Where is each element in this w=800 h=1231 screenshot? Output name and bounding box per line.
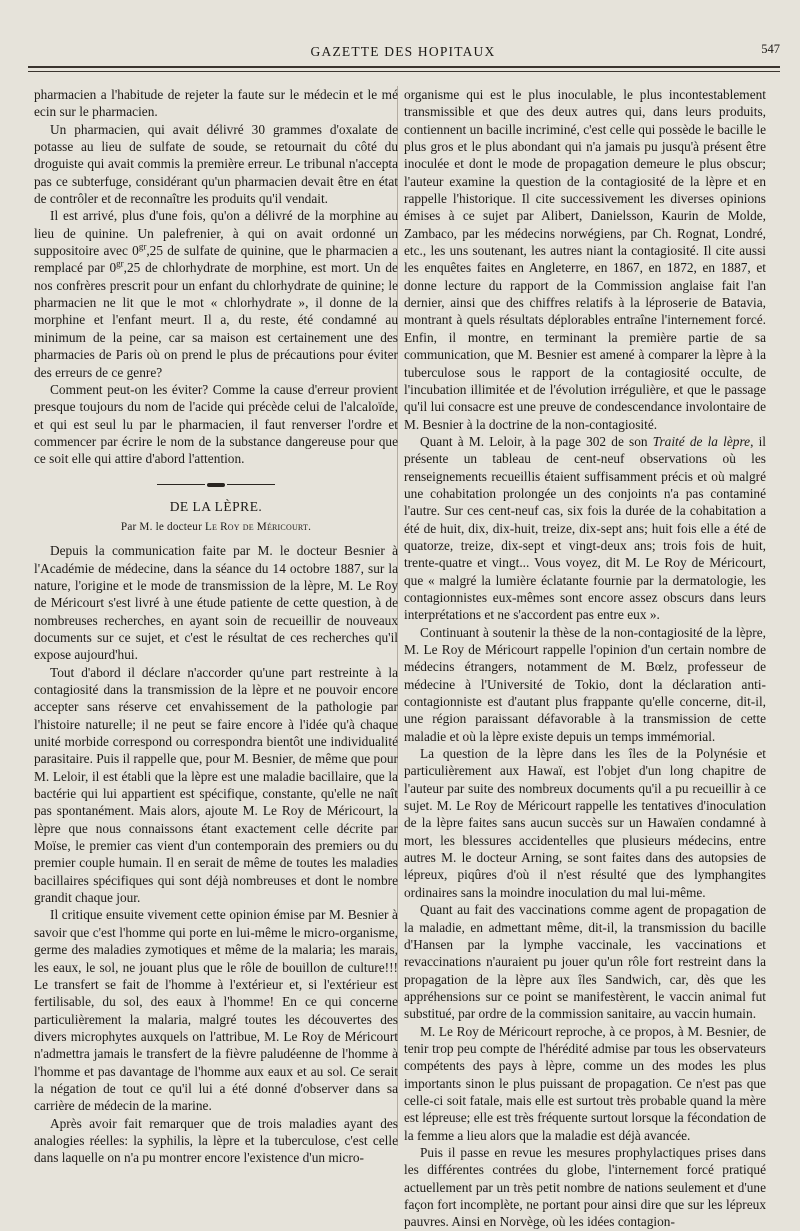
author-byline — [34, 519, 398, 536]
paragraph: Comment peut-on les éviter? Comme la cause d'erreur provient presque toujours du nom de l'acide qui précède celui de l'alcaloïde, et qui est seul lu par le pharmacien, il faut renverser l'ordre et commencer par écrire le nom de la substance dangereuse pour que ce soit elle qui attire d'abord l'attention. — [34, 381, 398, 467]
section-title: DE LA LÈPRE. — [169, 498, 263, 514]
ornament-line — [157, 484, 205, 485]
left-column — [34, 86, 398, 1167]
paragraph: Tout d'abord il déclare n'accorder qu'une part restreinte à la contagiosité dans la transmission de la lèpre et ne pouvoir encore accepter sans réserve cet envahissement de la pathologie par l'histoire naturelle; il ne peut se faire encore à l'idée qu'à chaque unité morbide correspond ou correspondra bientôt une individualité parasitaire. Puis il rappelle que, pour M. Besnier, de même que pour M. Leloir, il est établi que la lèpre est une maladie bacillaire, que la bactérie qui lui appartient est spécifique, constante, qu'elle ne naît pas spontanément. Mais alors, ajoute M. Le Roy de Méricourt, la lèpre que nous connaissons étant exactement celle décrite par Moïse, le premier cas vient d'un contemporain des premiers ou du premier couple humain. Il en serait de même de toutes les maladies bacillaires spécifiques qui sont déjà nombreuses et dont le nombre grandit chaque jour. — [34, 664, 398, 906]
text-run: , il présente un tableau de cent-neuf observations où les renseignements recueillis étaient suffisamment précis et où malgré une cohabitation prolongée un des conjoints n'a pas contaminé l'autre. Sur ces cent-neuf cas, six fois la durée de la cohabitation a été de huit, dix, dix-huit, treize, dix-sept ans; huit fois elle a été de quatorze, treize, dix-sept et vingt-deux ans; trois fois de huit, trente-quatre et vingt... Vous voyez, dit M. Le Roy de Méricourt, que « malgré la lumière éclatante fournie par la dermatologie, les contagionnistes eux-mêmes sont encore assez obscurs dans leurs interprétations et ne s'accordent pas entre eux ». — [404, 433, 767, 623]
text-run: Il est arrivé, plus d'une fois, qu'on a délivré de la morphine au lieu de quinine. Un palefrenier, à qui on avait ordonné un suppositoire avec 0 — [34, 208, 398, 259]
paragraph: Il critique ensuite vivement cette opinion émise par M. Besnier à savoir que c'est l'homme qui porte en lui-même le micro-organisme, germe des maladies zymotiques et même de la malaria; les marais, les eaux, le sol, ne jouant plus que le rôle de bouillon de culture!!! Le transfert se fait de l'homme à l'extérieur et, si l'extérieur est fertilisable, du sol, des eaux à l'homme! En ce qui concerne particulièrement la malaria, malgré toutes les découvertes des divers microphytes auxquels on l'attribue, M. Le Roy de Méricourt n'admettra jamais le transfert de la fièvre paludéenne de l'homme à l'homme et pas davantage de l'homme aux eaux et au sol. Ce serait la négation de tout ce qu'il lui a été donné d'observer dans sa carrière de médecin de la marine. — [34, 907, 398, 1114]
paragraph: Puis il passe en revue les mesures prophylactiques prises dans les différentes contrées du globe, l'internement forcé pratiqué actuellement par un très petit nombre de nations seulement et d'une façon fort incomplète, ne portant pour ainsi dire que sur les lépreux pauvres. Ainsi en Norvège, où les idées contagion- — [404, 1144, 766, 1230]
text-run: Quant à M. Leloir, à la page 302 de son — [420, 433, 653, 449]
header-rule-thin — [28, 71, 780, 72]
header-rule-thick — [28, 66, 780, 68]
paragraph: M. Le Roy de Méricourt reproche, à ce propos, à M. Besnier, de tenir trop peu compte de l'hérédité admise par tous les observateurs compétents des pays à lèpre, comme un des modes les plus importants sinon le plus puissant de propagation. Ce n'est pas que celle-ci soit fatale, mais elle est surtout très probable quand la mère est lépreuse; elle est très fréquente surtout lorsque la fécondation de la femme a lieu alors que la maladie est déjà avancée. — [404, 1023, 766, 1143]
paragraph: Continuant à soutenir la thèse de la non-contagiosité de la lèpre, M. Le Roy de Méricourt rappelle l'opinion d'un certain nombre de médecins étrangers, notamment de M. Bœlz, professeur de médecine à l'Université de Tokio, dont la déclaration anti-contagionniste est d'autant plus frappante qu'elle concerne, dit-il, une région paraissant défavorable à la transmission de cette maladie et où la lèpre existe depuis un temps immémorial. — [404, 624, 766, 744]
paragraph — [404, 433, 766, 624]
section-ornament — [34, 476, 398, 492]
page-number: 547 — [761, 42, 780, 56]
right-column — [404, 86, 766, 1231]
paragraph: La question de la lèpre dans les îles de la Polynésie et particulièrement aux Hawaï, est l'objet d'un long chapitre de l'auteur par suite des nombreux documents qu'il a pu recueillir à ce sujet. M. Le Roy de Méricourt rappelle les tentatives d'inoculation de la lèpre faites sans aucun succès sur un Hawaïen condamné à mort, les blessures accidentelles que plusieurs médecins, entre autres M. le docteur Arning, se sont faites dans des autopsies de lépreux, piqûres d'où il n'est résulté que des lymphangites ordinaires sans la moindre inoculation du mal lui-même. — [404, 746, 766, 900]
paragraph: Depuis la communication faite par M. le docteur Besnier à l'Académie de médecine, dans la séance du 14 octobre 1887, sur la nature, l'origine et le mode de transmission de la lèpre, M. Le Roy de Méricourt s'est livré à une étude patiente de cette question, à de nombreuses recherches, en ayant soin de recueillir de nouveaux documents sur ce sujet, et c'est le résultat de ces recherches qu'il expose aujourd'hui. — [34, 543, 398, 663]
byline-prefix: Par M. le docteur — [120, 520, 205, 533]
paragraph: Quant au fait des vaccinations comme agent de propagation de la maladie, en admettant même, dit-il, la transmission du bacille d'Hansen par la lymphe vaccinale, les vaccinations et revaccinations n'auraient pu jouer qu'un rôle fort restreint dans la propagation de la lèpre aux îles Sandwich, car, dès que les appréhensions sur ce point se manifestèrent, le vaccin animal fut substitué, par ordre de la commission sanitaire, au vaccin humain. — [404, 902, 766, 1022]
paragraph: organisme qui est le plus inoculable, le plus incontestablement transmissible et que des deux autres qui, dans leurs produits, contiennent un bacille incriminé, c'est celle qui possède le bacille le plus gros et le plus abondant qui n'a jamais pu jusqu'à présent être inoculée et dont le mode de propagation demeure le plus obscur; l'auteur examine la question de la contagiosité de la lèpre et en rappelle l'historique. Il cite successivement les diverses opinions émises à ce sujet par Alibert, Danielsson, Kaurin de Molde, Zambaco, par les médecins norwégiens, par Ch. Rognat, Londré, etc., les uns soutenant, les autres niant la contagiosité. Il cite aussi les enquêtes faites en Angleterre, en 1867, en 1872, en 1887, et donne lecture du rapport de la Commission anglaise fait l'an dernier, ainsi que des chiffres relatifs à la léproserie de Batavia, montrant à quels résultats déplorables entraîne l'internement forcé. Enfin, il montre, en terminant la première partie de sa communication, que M. Besnier est amené à comparer la lèpre à la tuberculose sous le rapport de la contagiosité occulte, de l'incubation illimitée et de l'évolution irrégulière, et que le passage qu'il lui consacre est une preuve de condescendance involontaire de M. Besnier à la doctrine de la non-contagiosité. — [404, 87, 766, 432]
book-title: Traité de la lèpre — [652, 433, 751, 449]
paragraph — [34, 207, 398, 380]
text-run: ,25 de sulfate de quinine, que le pharmacien a remplacé par 0 — [34, 243, 398, 276]
ornament-center — [207, 483, 225, 487]
author-name: Le Roy de Méricourt — [205, 520, 309, 533]
paragraph: pharmacien a l'habitude de rejeter la faute sur le médecin et le mé ecin sur le pharmacien. — [34, 87, 398, 120]
superscript: gr — [116, 259, 124, 269]
paragraph: Après avoir fait remarquer que de trois maladies ayant des analogies réelles: la syphilis, la lèpre et la tuberculose, c'est celle dans laquelle on n'a pu montrer encore l'existence d'un micro- — [34, 1115, 398, 1166]
paragraph: Un pharmacien, qui avait délivré 30 grammes d'oxalate de potasse au lieu de sulfate de soude, se retournait du côté du droguiste qui avait commis la première erreur. Le tribunal n'accepta pas ce subterfuge, considérant qu'un pharmacien devait être en état de contrôler et de reconnaître les produits qu'il vendait. — [34, 121, 398, 207]
byline-suffix: . — [308, 520, 312, 533]
text-run: ,25 de chlorhydrate de morphine, est mort. Un de nos confrères prescrit pour un enfant du chlorhydrate de quinine; le pharmacien ne lit que le mot « chlorhydrate », il donne de la morphine et l'enfant meurt. Il a, du reste, été condamné au minimum de la peine, car sa maison est certainement une des pharmacies de Paris où on prend le plus de précautions pour éviter des erreurs de ce genre? — [34, 260, 398, 380]
ornament-line — [227, 484, 275, 485]
superscript: gr — [138, 241, 147, 252]
journal-title: GAZETTE DES HOPITAUX — [310, 44, 496, 59]
page-header — [26, 44, 780, 66]
